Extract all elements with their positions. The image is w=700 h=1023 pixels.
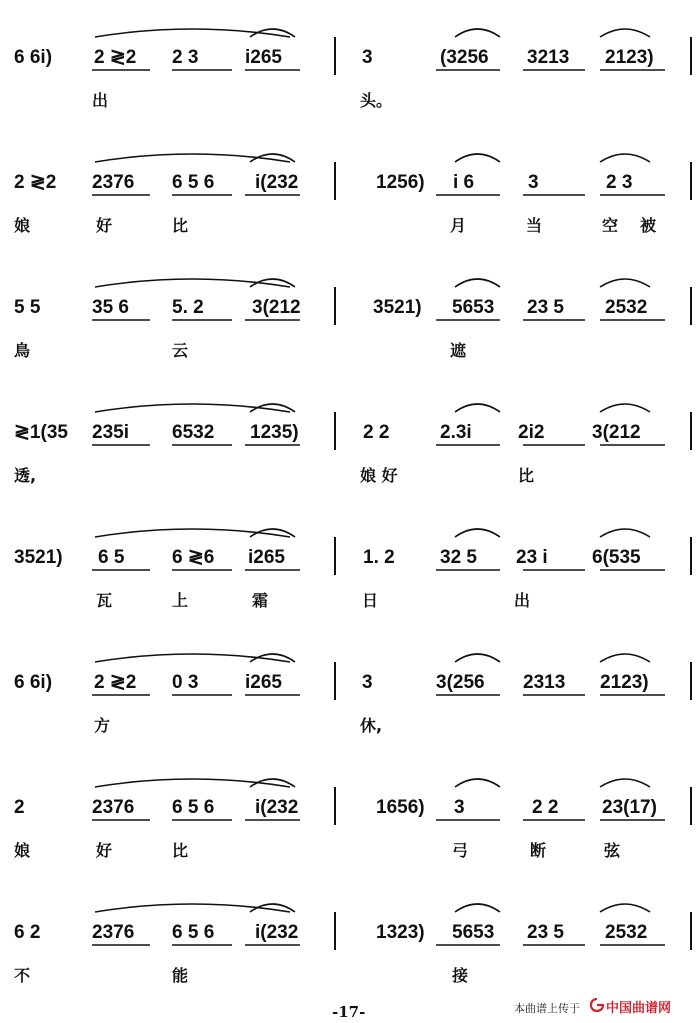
bar-line [690, 662, 692, 700]
note-group: 3521) [14, 547, 63, 568]
note-group: 3213 [527, 47, 570, 68]
note-group: 32 5 [440, 547, 477, 568]
note-group: 6 ≷6 [172, 547, 215, 568]
note-group: 6 5 6 [172, 172, 215, 193]
slur [250, 904, 295, 912]
note-group: i(232 [255, 172, 299, 193]
note-group: 2123) [605, 47, 654, 68]
note-group: 2 ≷2 [94, 47, 137, 68]
slur [600, 154, 650, 162]
lyric-syllable: 弦 [604, 841, 621, 860]
lyric-syllable: 娘 [14, 216, 31, 235]
slur [455, 154, 500, 162]
bar-line [334, 787, 336, 825]
slur [250, 154, 295, 162]
note-group: 5653 [452, 922, 495, 943]
note-group: 2532 [605, 922, 648, 943]
slur [600, 529, 650, 537]
slur [600, 654, 650, 662]
lyric-syllable: 头。 [360, 91, 393, 110]
note-group: 6(535 [592, 547, 641, 568]
note-group: 23 5 [527, 297, 564, 318]
note-group: 5 5 [14, 297, 41, 318]
note-group: 2 ≷2 [94, 672, 137, 693]
note-group: 2376 [92, 922, 135, 943]
note-group: 2 2 [532, 797, 559, 818]
lyric-syllable: 日 [362, 591, 379, 610]
slur [95, 529, 290, 537]
lyric-syllable: 能 [172, 966, 189, 985]
lyric-syllable: 接 [452, 966, 469, 985]
slur [455, 654, 500, 662]
lyric-syllable: 方 [94, 716, 111, 735]
bar-line [334, 537, 336, 575]
slur [455, 29, 500, 37]
bar-line [334, 912, 336, 950]
slur [455, 404, 500, 412]
note-group: 6 5 6 [172, 797, 215, 818]
lyric-syllable: 月 [450, 216, 467, 235]
slur [600, 279, 650, 287]
note-group: 23(17) [602, 797, 657, 818]
slur [250, 779, 295, 787]
site-logo-icon [590, 998, 604, 1012]
slur [600, 779, 650, 787]
note-group: 2i2 [518, 422, 545, 443]
note-group: 2313 [523, 672, 566, 693]
note-group: 1256) [376, 172, 425, 193]
slur [250, 404, 295, 412]
lyric-syllable: 弓 [452, 841, 469, 860]
bar-line [334, 287, 336, 325]
slur [600, 29, 650, 37]
note-group: 2 ≷2 [14, 172, 57, 193]
site-name[interactable]: 中国曲谱网 [606, 1001, 672, 1016]
bar-line [334, 662, 336, 700]
page-number: -17- [332, 1003, 366, 1021]
lyric-syllable: 出 [514, 591, 531, 610]
note-group: i 6 [453, 172, 475, 193]
lyric-syllable: 比 [518, 466, 535, 485]
note-group: 2 3 [606, 172, 633, 193]
note-group: 2 3 [172, 47, 199, 68]
note-group: 6 6i) [14, 672, 53, 693]
lyric-syllable: 瓦 [96, 591, 113, 610]
bar-line [690, 537, 692, 575]
bar-line [690, 37, 692, 75]
slur [250, 529, 295, 537]
slur [455, 779, 500, 787]
lyric-syllable: 空 [602, 216, 619, 235]
note-group: i265 [245, 47, 282, 68]
note-group: 35 6 [92, 297, 129, 318]
lyric-syllable: 透, [14, 466, 37, 485]
note-group: 6 6i) [14, 47, 53, 68]
bar-line [690, 287, 692, 325]
lyric-syllable: 出 [92, 91, 109, 110]
bar-line [334, 412, 336, 450]
slur [95, 154, 290, 162]
slur [95, 404, 290, 412]
lyric-syllable: 不 [14, 966, 31, 985]
slur [95, 779, 290, 787]
note-group: 23 5 [527, 922, 564, 943]
score-system [0, 765, 700, 875]
note-group: 3 [362, 47, 373, 68]
bar-line [690, 912, 692, 950]
note-group: ≷1(35 [14, 422, 68, 443]
slur [600, 404, 650, 412]
note-group: 2532 [605, 297, 648, 318]
slur [600, 904, 650, 912]
lyric-syllable: 比 [172, 216, 189, 235]
slur [250, 654, 295, 662]
score-system [0, 140, 700, 250]
note-group: 6 5 [98, 547, 125, 568]
bar-line [334, 37, 336, 75]
note-group: 2 [14, 797, 25, 818]
bar-line [690, 412, 692, 450]
bar-line [690, 162, 692, 200]
slur [95, 279, 290, 287]
note-group: 3(256 [436, 672, 485, 693]
note-group: 3(212 [592, 422, 641, 443]
note-group: 2.3i [440, 422, 472, 443]
lyric-syllable: 遮 [450, 341, 467, 360]
lyric-syllable: 好 [96, 216, 113, 235]
score-system [0, 890, 700, 1000]
note-group: 23 i [516, 547, 548, 568]
note-group: 3521) [373, 297, 422, 318]
score-system [0, 515, 700, 625]
slur [95, 904, 290, 912]
note-group: 235i [92, 422, 129, 443]
note-group: i265 [245, 672, 282, 693]
lyric-syllable: 云 [172, 341, 189, 360]
note-group: 3 [528, 172, 539, 193]
note-group: 5. 2 [172, 297, 204, 318]
lyric-syllable: 上 [172, 591, 189, 610]
lyric-syllable: 休, [360, 716, 383, 735]
note-group: 1323) [376, 922, 425, 943]
lyric-syllable: 断 [530, 841, 547, 860]
lyric-syllable: 被 [640, 216, 657, 235]
lyric-syllable: 比 [172, 841, 189, 860]
slur [455, 904, 500, 912]
lyric-syllable: 娘 [14, 841, 31, 860]
note-group: 3(212 [252, 297, 301, 318]
lyric-syllable: 娘 好 [360, 466, 398, 485]
note-group: 0 3 [172, 672, 199, 693]
slur [455, 529, 500, 537]
note-group: 2376 [92, 172, 135, 193]
slur-marks [0, 890, 700, 1000]
note-group: 6 2 [14, 922, 41, 943]
note-group: (3256 [440, 47, 489, 68]
note-group: i265 [248, 547, 285, 568]
note-group: 2123) [600, 672, 649, 693]
score-system [0, 390, 700, 500]
slur [250, 29, 295, 37]
note-group: 2376 [92, 797, 135, 818]
lyric-syllable: 鳥 [14, 341, 31, 360]
note-group: 5653 [452, 297, 495, 318]
note-group: 1656) [376, 797, 425, 818]
slur [250, 279, 295, 287]
note-group: 3 [362, 672, 373, 693]
note-group: 6532 [172, 422, 215, 443]
note-group: 2 2 [363, 422, 390, 443]
lyric-syllable: 霜 [252, 591, 269, 610]
note-group: 3 [454, 797, 465, 818]
slur [95, 654, 290, 662]
score-system [0, 15, 700, 125]
note-group: i(232 [255, 922, 299, 943]
bar-line [690, 787, 692, 825]
slur [95, 29, 290, 37]
upload-credit: 本曲谱上传于 [514, 1002, 580, 1015]
note-group: 1. 2 [363, 547, 395, 568]
bar-line [334, 162, 336, 200]
score-system [0, 265, 700, 375]
note-group: i(232 [255, 797, 299, 818]
note-group: 6 5 6 [172, 922, 215, 943]
lyric-syllable: 好 [96, 841, 113, 860]
slur [455, 279, 500, 287]
score-system [0, 640, 700, 750]
slur-marks [0, 390, 700, 500]
slur-marks [0, 265, 700, 375]
note-group: 1235) [250, 422, 299, 443]
lyric-syllable: 当 [526, 216, 543, 235]
